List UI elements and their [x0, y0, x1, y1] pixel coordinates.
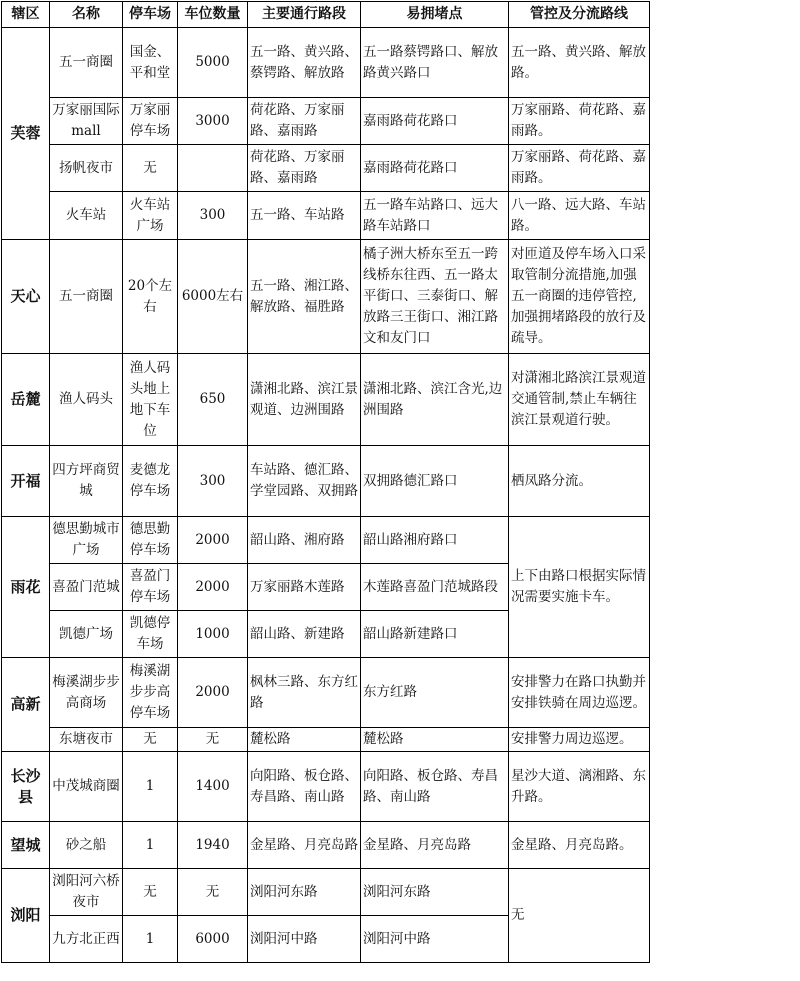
congestion-cell: 木莲路喜盈门范城路段	[361, 564, 509, 611]
spaces-cell: 2000	[178, 517, 248, 564]
roads-cell: 韶山路、湘府路	[248, 517, 361, 564]
district-cell: 长沙县	[2, 752, 50, 822]
roads-cell: 五一路、车站路	[248, 192, 361, 240]
parking-cell: 喜盈门停车场	[123, 564, 178, 611]
table-row	[2, 822, 650, 869]
roads-cell: 麓松路	[248, 728, 361, 752]
header-name: 名称	[50, 2, 123, 28]
spaces-cell: 300	[178, 446, 248, 517]
table-row	[2, 517, 650, 564]
table-row	[2, 869, 650, 916]
page	[1, 1, 650, 963]
congestion-cell: 韶山路湘府路口	[361, 517, 509, 564]
control-cell: 安排警力在路口执勤并安排铁骑在周边巡逻。	[509, 658, 650, 728]
congestion-cell: 嘉雨路荷花路口	[361, 145, 509, 192]
spaces-cell: 无	[178, 728, 248, 752]
name-cell: 梅溪湖步步高商场	[50, 658, 123, 728]
roads-cell: 金星路、月亮岛路	[248, 822, 361, 869]
name-cell: 渔人码头	[50, 354, 123, 446]
parking-cell: 国金、平和堂	[123, 28, 178, 98]
congestion-cell: 嘉雨路荷花路口	[361, 98, 509, 145]
congestion-cell: 东方红路	[361, 658, 509, 728]
parking-cell: 凯德停车场	[123, 611, 178, 658]
table-row	[2, 752, 650, 822]
name-cell: 五一商圈	[50, 28, 123, 98]
control-cell: 安排警力周边巡逻。	[509, 728, 650, 752]
name-cell: 火车站	[50, 192, 123, 240]
congestion-cell: 五一路车站路口、远大路车站路口	[361, 192, 509, 240]
roads-cell: 浏阳河东路	[248, 869, 361, 916]
congestion-cell: 潇湘北路、滨江含光,边洲围路	[361, 354, 509, 446]
traffic-control-table	[1, 1, 650, 963]
spaces-cell: 2000	[178, 658, 248, 728]
spaces-cell: 300	[178, 192, 248, 240]
control-cell: 对潇湘北路滨江景观道交通管制,禁止车辆往滨江景观道行驶。	[509, 354, 650, 446]
control-cell: 万家丽路、荷花路、嘉雨路。	[509, 98, 650, 145]
parking-cell: 火车站广场	[123, 192, 178, 240]
congestion-cell: 浏阳河中路	[361, 916, 509, 963]
name-cell: 九方北正西	[50, 916, 123, 963]
parking-cell: 渔人码头地上地下车位	[123, 354, 178, 446]
parking-cell: 无	[123, 145, 178, 192]
congestion-cell: 双拥路德汇路口	[361, 446, 509, 517]
roads-cell: 潇湘北路、滨江景观道、边洲围路	[248, 354, 361, 446]
congestion-cell: 金星路、月亮岛路	[361, 822, 509, 869]
roads-cell: 荷花路、万家丽路、嘉雨路	[248, 145, 361, 192]
roads-cell: 五一路、黄兴路、蔡锷路、解放路	[248, 28, 361, 98]
district-cell: 天心	[2, 240, 50, 354]
control-cell: 金星路、月亮岛路。	[509, 822, 650, 869]
parking-cell: 20个左右	[123, 240, 178, 354]
control-cell: 栖凤路分流。	[509, 446, 650, 517]
roads-cell: 荷花路、万家丽路、嘉雨路	[248, 98, 361, 145]
name-cell: 东塘夜市	[50, 728, 123, 752]
congestion-cell: 麓松路	[361, 728, 509, 752]
spaces-cell: 1000	[178, 611, 248, 658]
control-cell: 万家丽路、荷花路、嘉雨路。	[509, 145, 650, 192]
parking-cell: 1	[123, 916, 178, 963]
roads-cell: 万家丽路木莲路	[248, 564, 361, 611]
spaces-cell: 无	[178, 869, 248, 916]
parking-cell: 1	[123, 752, 178, 822]
header-spaces: 车位数量	[178, 2, 248, 28]
table-row	[2, 658, 650, 728]
spaces-cell: 1400	[178, 752, 248, 822]
header-congestion-points: 易拥堵点	[361, 2, 509, 28]
control-cell: 五一路、黄兴路、解放路。	[509, 28, 650, 98]
spaces-cell: 1940	[178, 822, 248, 869]
table-row	[2, 446, 650, 517]
district-cell: 岳麓	[2, 354, 50, 446]
table-row	[2, 728, 650, 752]
district-cell: 高新	[2, 658, 50, 752]
congestion-cell: 韶山路新建路口	[361, 611, 509, 658]
roads-cell: 浏阳河中路	[248, 916, 361, 963]
name-cell: 凯德广场	[50, 611, 123, 658]
district-cell: 开福	[2, 446, 50, 517]
roads-cell: 向阳路、板仓路、寿昌路、南山路	[248, 752, 361, 822]
district-cell: 芙蓉	[2, 28, 50, 240]
control-cell: 无	[509, 869, 650, 963]
spaces-cell	[178, 145, 248, 192]
congestion-cell: 向阳路、板仓路、寿昌路、南山路	[361, 752, 509, 822]
parking-cell: 万家丽停车场	[123, 98, 178, 145]
congestion-cell: 五一路蔡锷路口、解放路黄兴路口	[361, 28, 509, 98]
header-main-roads: 主要通行路段	[248, 2, 361, 28]
parking-cell: 梅溪湖步步高停车场	[123, 658, 178, 728]
name-cell: 喜盈门范城	[50, 564, 123, 611]
roads-cell: 五一路、湘江路、解放路、福胜路	[248, 240, 361, 354]
control-cell: 星沙大道、漓湘路、东升路。	[509, 752, 650, 822]
parking-cell: 无	[123, 869, 178, 916]
table-row	[2, 354, 650, 446]
control-cell: 上下由路口根据实际情况需要实施卡车。	[509, 517, 650, 658]
district-cell: 浏阳	[2, 869, 50, 963]
spaces-cell: 6000	[178, 916, 248, 963]
name-cell: 五一商圈	[50, 240, 123, 354]
header-parking: 停车场	[123, 2, 178, 28]
spaces-cell: 5000	[178, 28, 248, 98]
table-row	[2, 98, 650, 145]
name-cell: 扬帆夜市	[50, 145, 123, 192]
spaces-cell: 2000	[178, 564, 248, 611]
congestion-cell: 浏阳河东路	[361, 869, 509, 916]
table-row	[2, 28, 650, 98]
table-header-row	[2, 2, 650, 28]
parking-cell: 德思勤停车场	[123, 517, 178, 564]
district-cell: 雨花	[2, 517, 50, 658]
header-district: 辖区	[2, 2, 50, 28]
name-cell: 万家丽国际mall	[50, 98, 123, 145]
table-row	[2, 240, 650, 354]
spaces-cell: 3000	[178, 98, 248, 145]
spaces-cell: 6000左右	[178, 240, 248, 354]
header-control-routes: 管控及分流路线	[509, 2, 650, 28]
spaces-cell: 650	[178, 354, 248, 446]
roads-cell: 车站路、德汇路、学堂园路、双拥路	[248, 446, 361, 517]
congestion-cell: 橘子洲大桥东至五一跨线桥东往西、五一路太平街口、三泰街口、解放路三王街口、湘江路文和友门口	[361, 240, 509, 354]
parking-cell: 1	[123, 822, 178, 869]
roads-cell: 韶山路、新建路	[248, 611, 361, 658]
name-cell: 砂之船	[50, 822, 123, 869]
name-cell: 德思勤城市广场	[50, 517, 123, 564]
district-cell: 望城	[2, 822, 50, 869]
parking-cell: 无	[123, 728, 178, 752]
name-cell: 浏阳河六桥夜市	[50, 869, 123, 916]
control-cell: 八一路、远大路、车站路。	[509, 192, 650, 240]
table-row	[2, 145, 650, 192]
name-cell: 中茂城商圈	[50, 752, 123, 822]
roads-cell: 枫林三路、东方红路	[248, 658, 361, 728]
name-cell: 四方坪商贸城	[50, 446, 123, 517]
parking-cell: 麦德龙停车场	[123, 446, 178, 517]
table-row	[2, 192, 650, 240]
control-cell: 对匝道及停车场入口采取管制分流措施,加强五一商圈的违停管控,加强拥堵路段的放行及疏导。	[509, 240, 650, 354]
